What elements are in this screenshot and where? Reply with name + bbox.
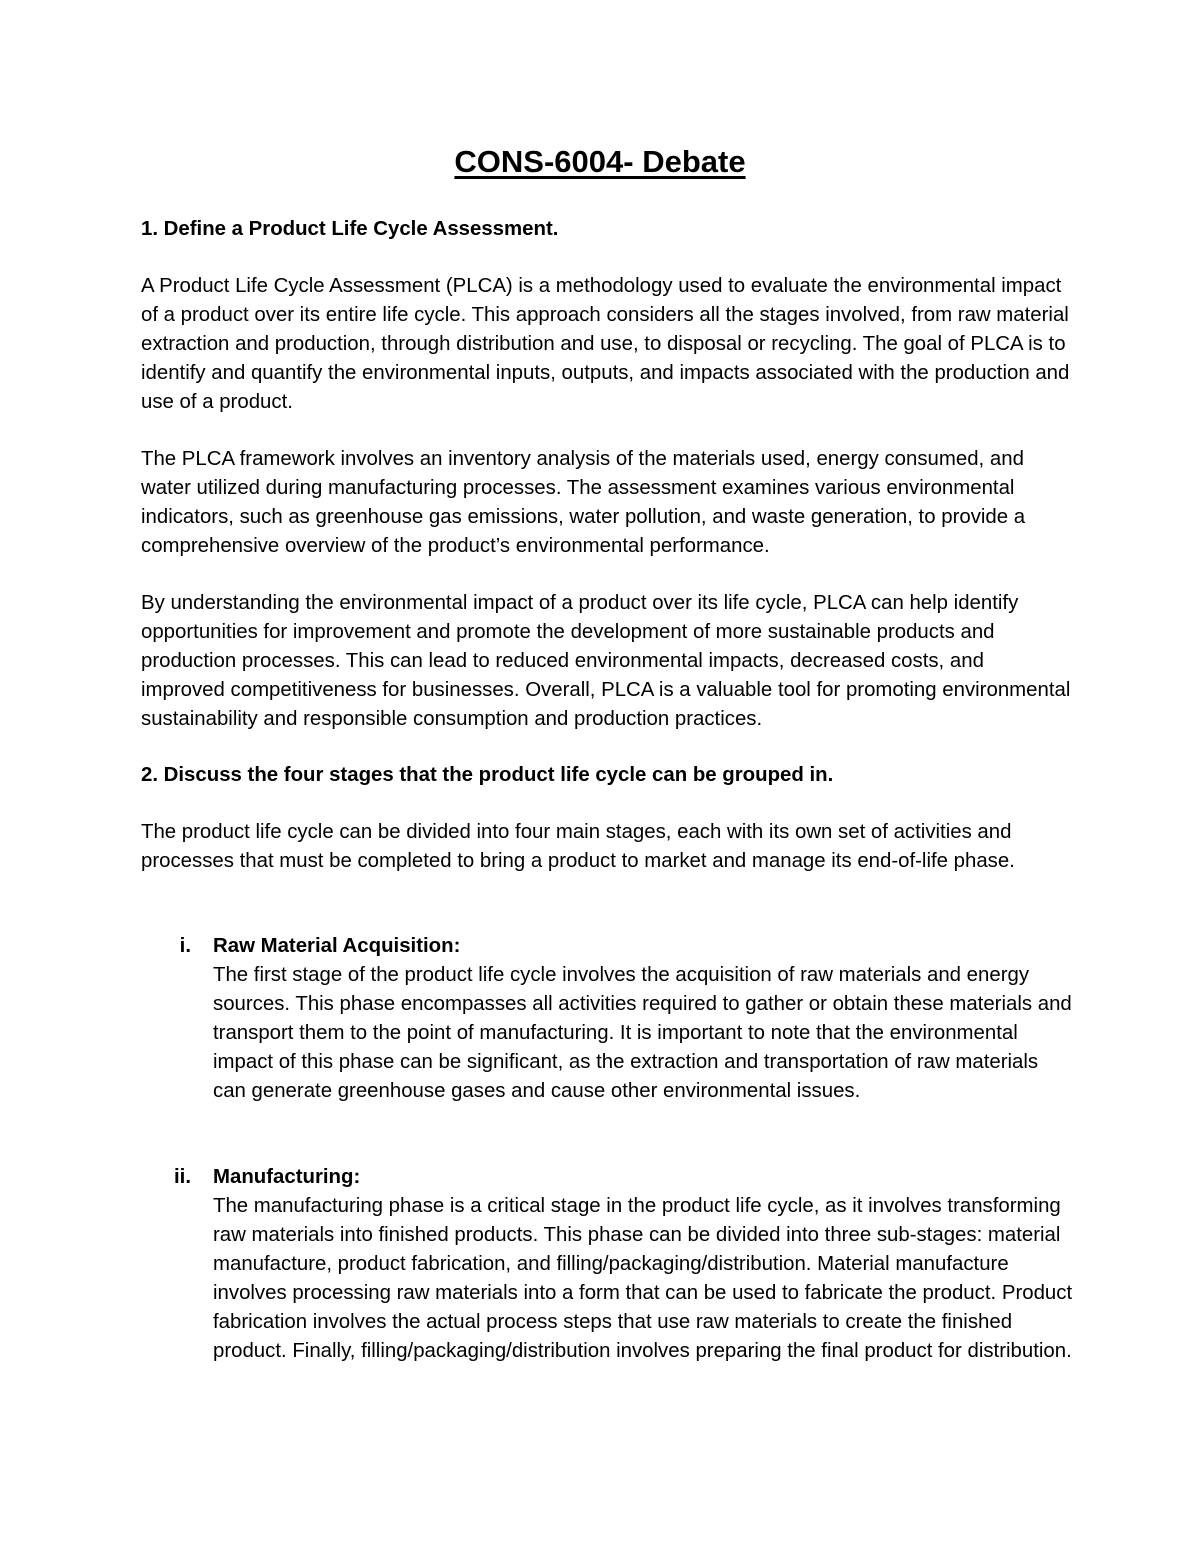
- stage-heading: Manufacturing:: [213, 1166, 361, 1188]
- stage-description: The first stage of the product life cycle involves the acquisition of raw materials and energy sources. This phase encompasses all activities required to gather or obtain these materials and transport them to the point of manufacturing. It is important to note that the environmental impact of this phase can be significant, as the extraction and transportation of raw materials can generate greenhouse gases and cause other environmental issues.: [213, 964, 1072, 1102]
- paragraph-plca-benefits: By understanding the environmental impact of a product over its life cycle, PLCA can help identify opportunities for improvement and promote the development of more sustainable products and production processes. This can lead to reduced environmental impacts, decreased costs, and improved competitiveness for businesses. Overall, PLCA is a valuable tool for promoting environmental sustainability and responsible consumption and production practices.: [141, 592, 1071, 730]
- stage-heading: Raw Material Acquisition:: [213, 935, 461, 957]
- stage-numeral: i.: [179, 935, 191, 957]
- question-1-heading: 1. Define a Product Life Cycle Assessment.: [141, 218, 559, 240]
- document-title: CONS-6004- Debate: [454, 144, 746, 179]
- stage-description: The manufacturing phase is a critical stage in the product life cycle, as it involves transforming raw materials into finished products. This phase can be divided into three sub-stages: material manufacture, product fabrication, and filling/packaging/distribution. Material manufacture involves processing raw materials into a form that can be used to fabricate the product. Product fabrication involves the actual process steps that use raw materials to create the finished product. Finally, filling/packaging/distribution involves preparing the final product for distribution.: [213, 1195, 1073, 1362]
- question-2-heading: 2. Discuss the four stages that the product life cycle can be grouped in.: [141, 764, 834, 786]
- stage-numeral: ii.: [174, 1166, 191, 1188]
- paragraph-four-stages-intro: The product life cycle can be divided into four main stages, each with its own set of activities and processes that must be completed to bring a product to market and manage its end-of-life phase.: [141, 821, 1015, 872]
- paragraph-plca-definition: A Product Life Cycle Assessment (PLCA) is a methodology used to evaluate the environmental impact of a product over its entire life cycle. This approach considers all the stages involved, from raw material extraction and production, through distribution and use, to disposal or recycling. The goal of PLCA is to identify and quantify the environmental inputs, outputs, and impacts associated with the production and use of a product.: [141, 275, 1070, 413]
- paragraph-plca-framework: The PLCA framework involves an inventory analysis of the materials used, energy consumed, and water utilized during manufacturing processes. The assessment examines various environmental indicators, such as greenhouse gas emissions, water pollution, and waste generation, to provide a comprehensive overview of the product’s environmental performance.: [141, 448, 1026, 557]
